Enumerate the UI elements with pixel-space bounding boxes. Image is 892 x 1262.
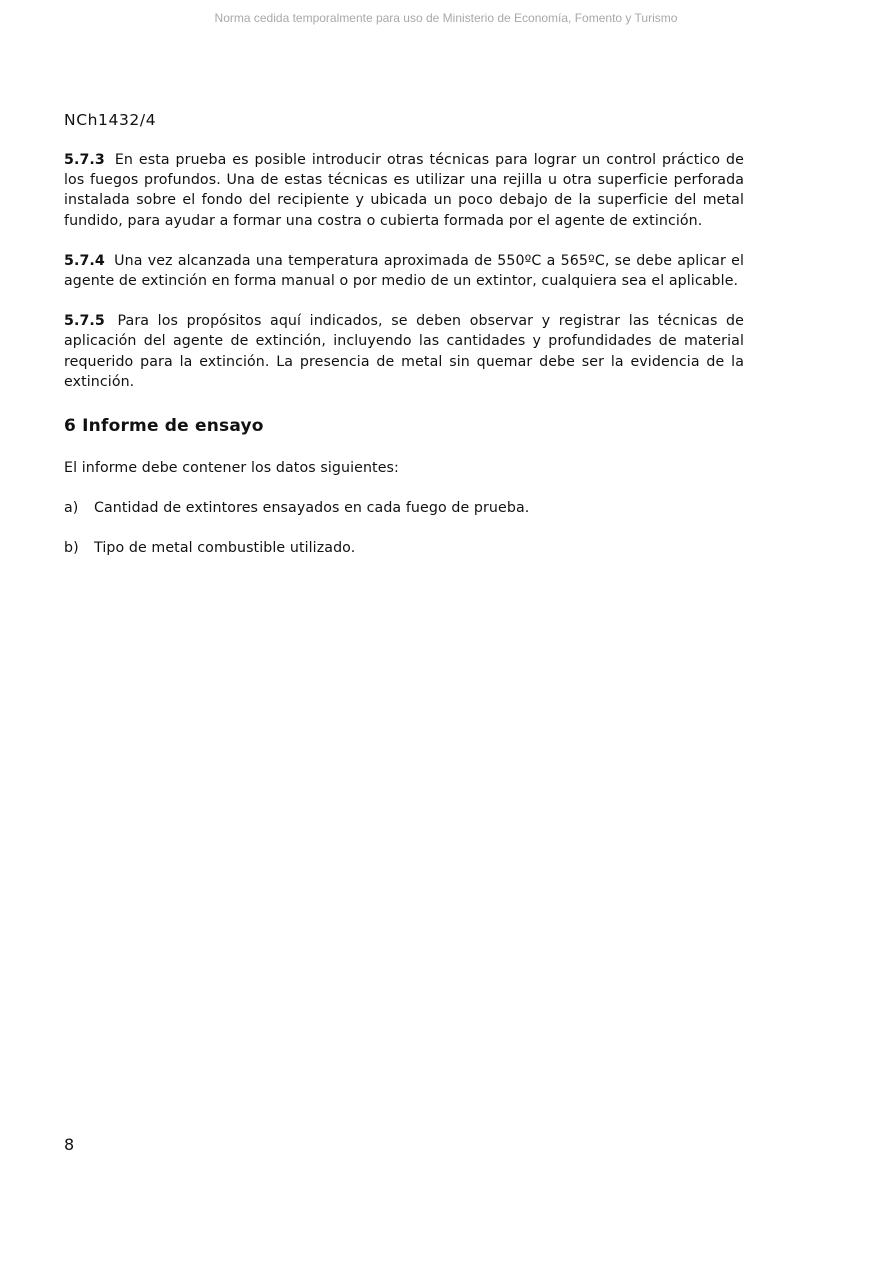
- clause-number: 5.7.4: [64, 252, 105, 269]
- report-items-list: [64, 498, 744, 558]
- list-item-text: Tipo de metal combustible utilizado.: [94, 540, 356, 557]
- list-item: [64, 538, 744, 558]
- paragraph-text: Una vez alcanzada una temperatura aproximada de 550ºC a 565ºC, se debe aplicar el agente de extinción en forma manual o por medio de un extintor, cualquiera sea el aplicable.: [64, 252, 744, 290]
- list-marker: a): [64, 500, 79, 517]
- list-item: [64, 498, 744, 518]
- clause-number: 5.7.5: [64, 313, 105, 330]
- watermark: Norma cedida temporalmente para uso de Ministerio de Economía, Fomento y Turismo: [214, 11, 678, 25]
- paragraph-5-7-4: [64, 251, 744, 291]
- clause-number: 5.7.3: [64, 152, 105, 168]
- paragraph-text: Para los propósitos aquí indicados, se deben observar y registrar las técnicas de aplicación del agente de extinción, incluyendo las cantidades y profundidades de material requerido para la extinción. La presencia de metal sin quemar debe ser la evidencia de la extinción.: [64, 313, 744, 390]
- list-marker: b): [64, 540, 79, 557]
- document-body: [64, 150, 744, 578]
- paragraph-5-7-3: [64, 150, 744, 231]
- paragraph-5-7-5: [64, 311, 744, 392]
- list-item-text: Cantidad de extintores ensayados en cada fuego de prueba.: [94, 500, 530, 517]
- paragraph-text: En esta prueba es posible introducir otras técnicas para lograr un control práctico de los fuegos profundos. Una de estas técnicas es utilizar una rejilla u otra superficie perforada instalada sobre el fondo del recipiente y ubicada un poco debajo de la superficie del metal fundido, para ayudar a formar una costra o cubierta formada por el agente de extinción.: [64, 152, 744, 229]
- section-title: 6 Informe de ensayo: [64, 416, 264, 437]
- page-number: 8: [64, 1135, 75, 1154]
- document-code: NCh1432/4: [64, 111, 157, 129]
- section-intro: El informe debe contener los datos siguientes:: [64, 460, 399, 477]
